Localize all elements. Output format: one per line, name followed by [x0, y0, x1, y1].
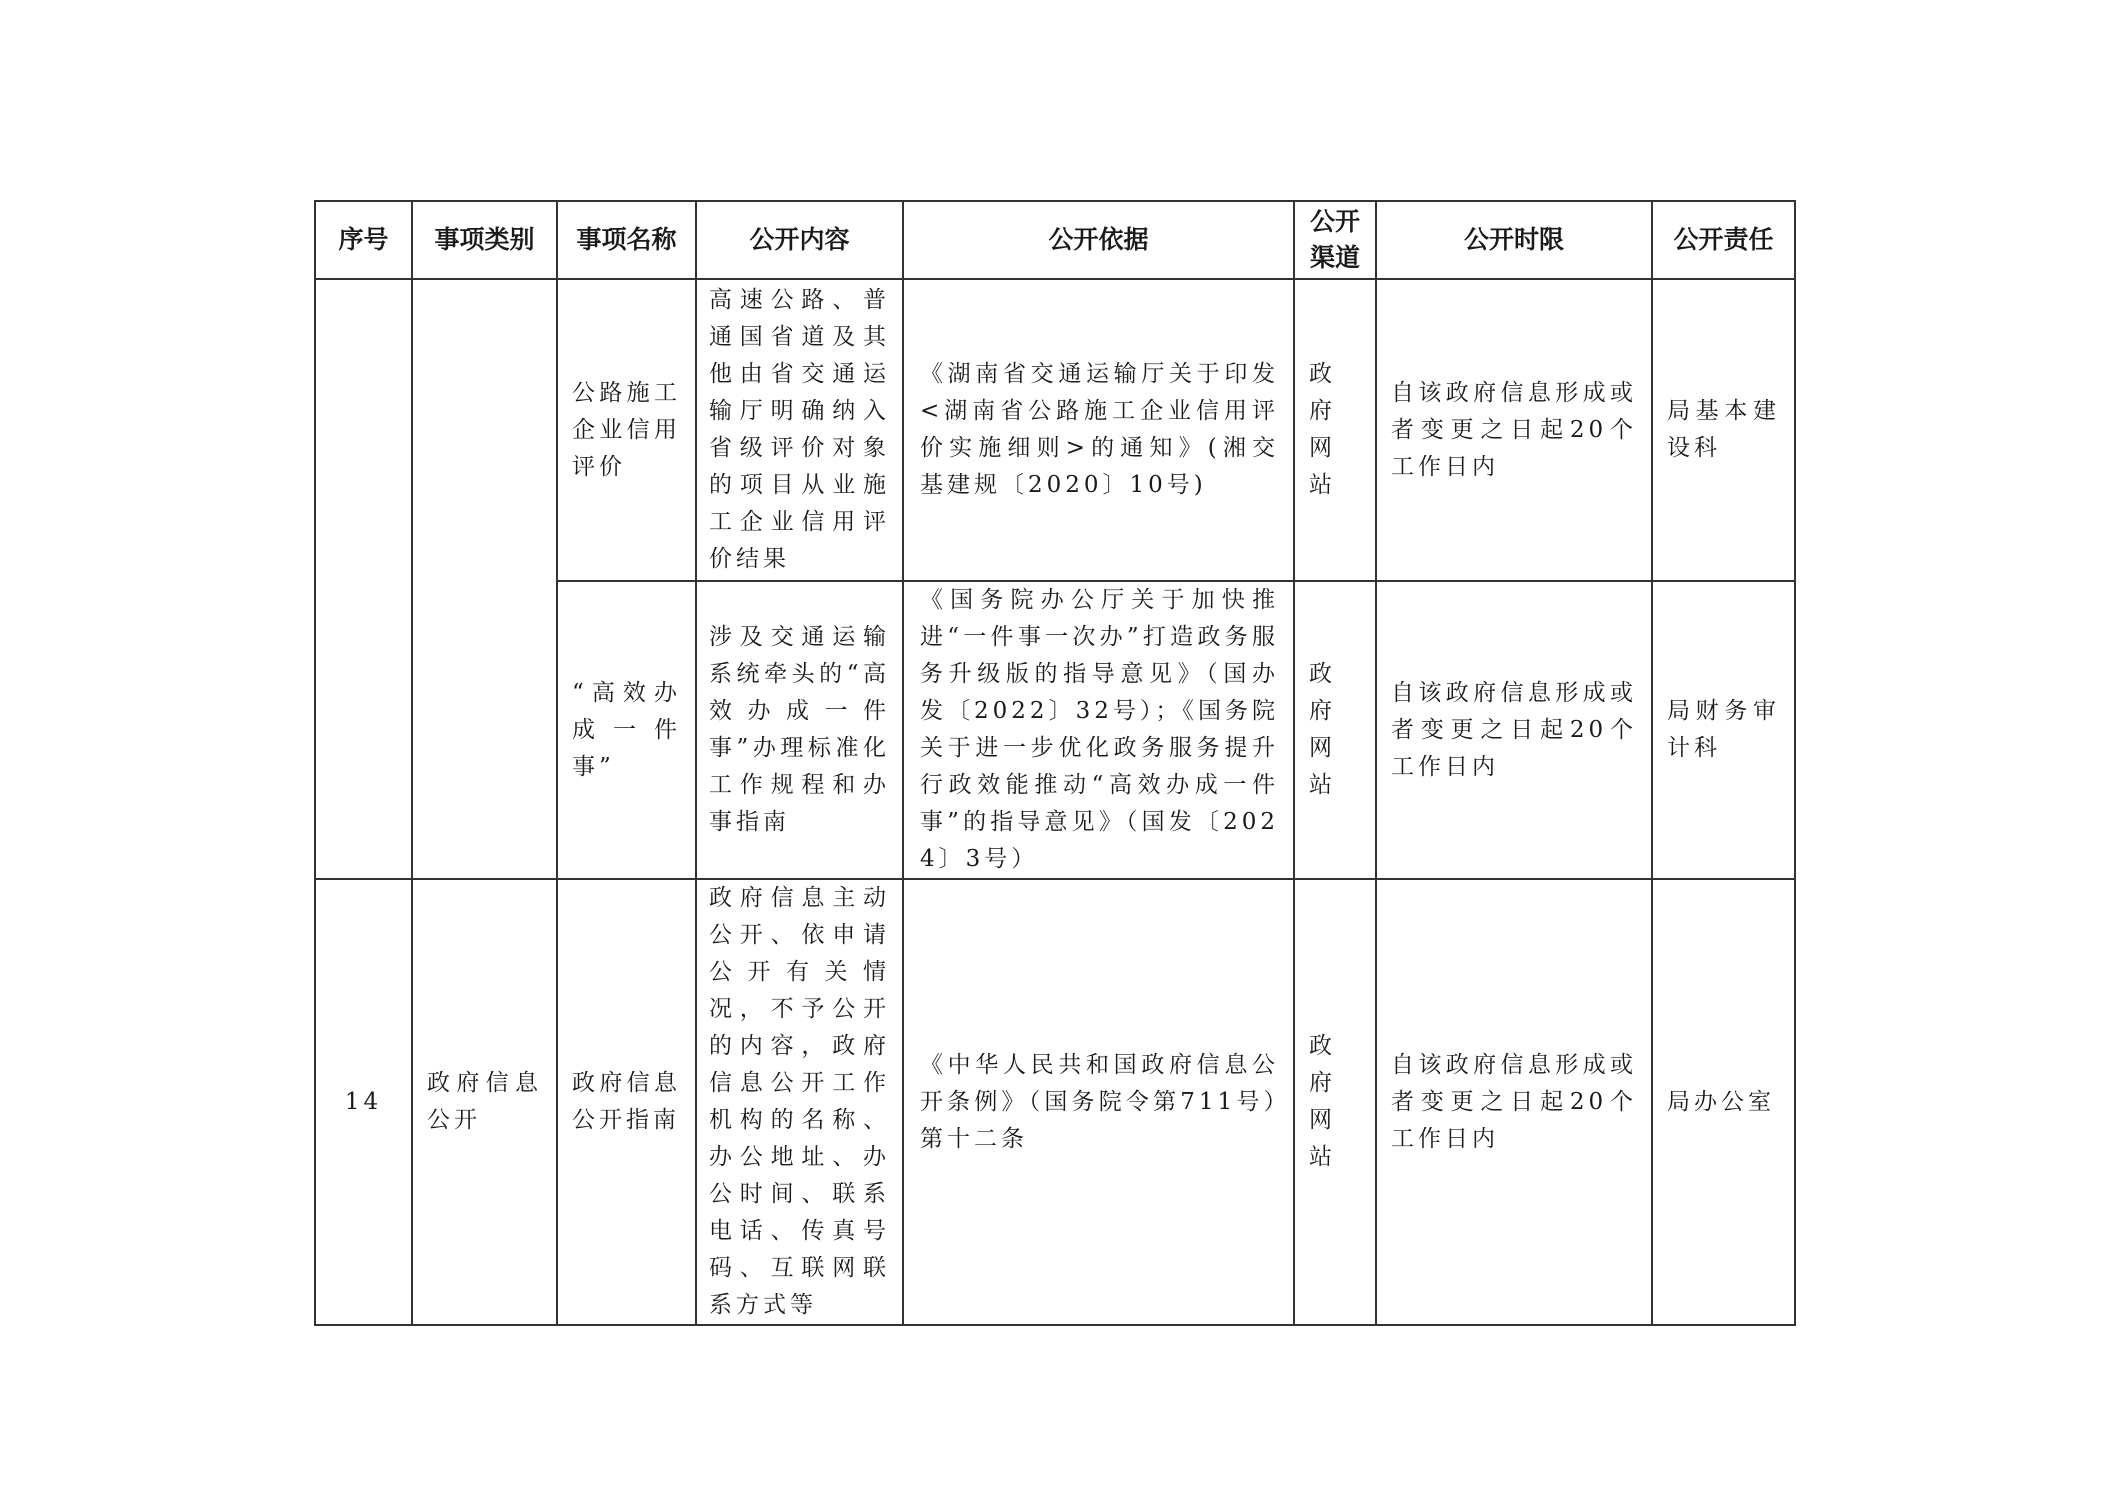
- header-basis: 公开依据: [903, 201, 1294, 279]
- cell-channel: 政府网站: [1294, 581, 1376, 879]
- header-time-limit: 公开时限: [1376, 201, 1652, 279]
- cell-time-limit: 自该政府信息形成或者变更之日起20个工作日内: [1376, 279, 1652, 581]
- cell-responsibility: 局基本建设科: [1652, 279, 1795, 581]
- cell-channel: 政府网站: [1294, 879, 1376, 1325]
- header-row: [315, 201, 1795, 279]
- cell-responsibility: 局财务审计科: [1652, 581, 1795, 879]
- cell-time-limit: 自该政府信息形成或者变更之日起20个工作日内: [1376, 581, 1652, 879]
- cell-content: 政府信息主动公开、依申请公开有关情况，不予公开的内容，政府信息公开工作机构的名称、办公地址、办公时间、联系电话、传真号码、互联网联系方式等: [696, 879, 903, 1325]
- cell-seq: 14: [315, 879, 412, 1325]
- table-row: [315, 581, 1795, 879]
- cell-content: 涉及交通运输系统牵头的“高效办成一件事”办理标准化工作规程和办事指南: [696, 581, 903, 879]
- cell-category: [412, 581, 557, 879]
- header-channel: 公开 渠道: [1294, 201, 1376, 279]
- header-seq: 序号: [315, 201, 412, 279]
- cell-time-limit: 自该政府信息形成或者变更之日起20个工作日内: [1376, 879, 1652, 1325]
- cell-seq: [315, 581, 412, 879]
- disclosure-table: [314, 200, 1796, 1326]
- cell-responsibility: 局办公室: [1652, 879, 1795, 1325]
- header-responsibility: 公开责任: [1652, 201, 1795, 279]
- header-content: 公开内容: [696, 201, 903, 279]
- cell-category: 政府信息公开: [412, 879, 557, 1325]
- cell-name: “高效办成一件事”: [557, 581, 696, 879]
- cell-channel: 政府网站: [1294, 279, 1376, 581]
- cell-name: 政府信息公开指南: [557, 879, 696, 1325]
- header-category: 事项类别: [412, 201, 557, 279]
- cell-seq: [315, 279, 412, 581]
- cell-content: 高速公路、普通国省道及其他由省交通运输厅明确纳入省级评价对象的项目从业施工企业信用评价结果: [696, 279, 903, 581]
- table-row: [315, 279, 1795, 581]
- header-name: 事项名称: [557, 201, 696, 279]
- cell-basis: 《湖南省交通运输厅关于印发<湖南省公路施工企业信用评价实施细则>的通知》(湘交基建规〔2020〕10号): [903, 279, 1294, 581]
- table-row: [315, 879, 1795, 1325]
- cell-name: 公路施工企业信用评价: [557, 279, 696, 581]
- cell-basis: 《中华人民共和国政府信息公开条例》（国务院令第711号）第十二条: [903, 879, 1294, 1325]
- cell-basis: 《国务院办公厅关于加快推进“一件事一次办”打造政务服务升级版的指导意见》（国办发〔2022〕32号）；《国务院关于进一步优化政务服务提升行政效能推动“高效办成一件事”的指导意见》（国发〔2024〕3号）: [903, 581, 1294, 879]
- cell-category: [412, 279, 557, 581]
